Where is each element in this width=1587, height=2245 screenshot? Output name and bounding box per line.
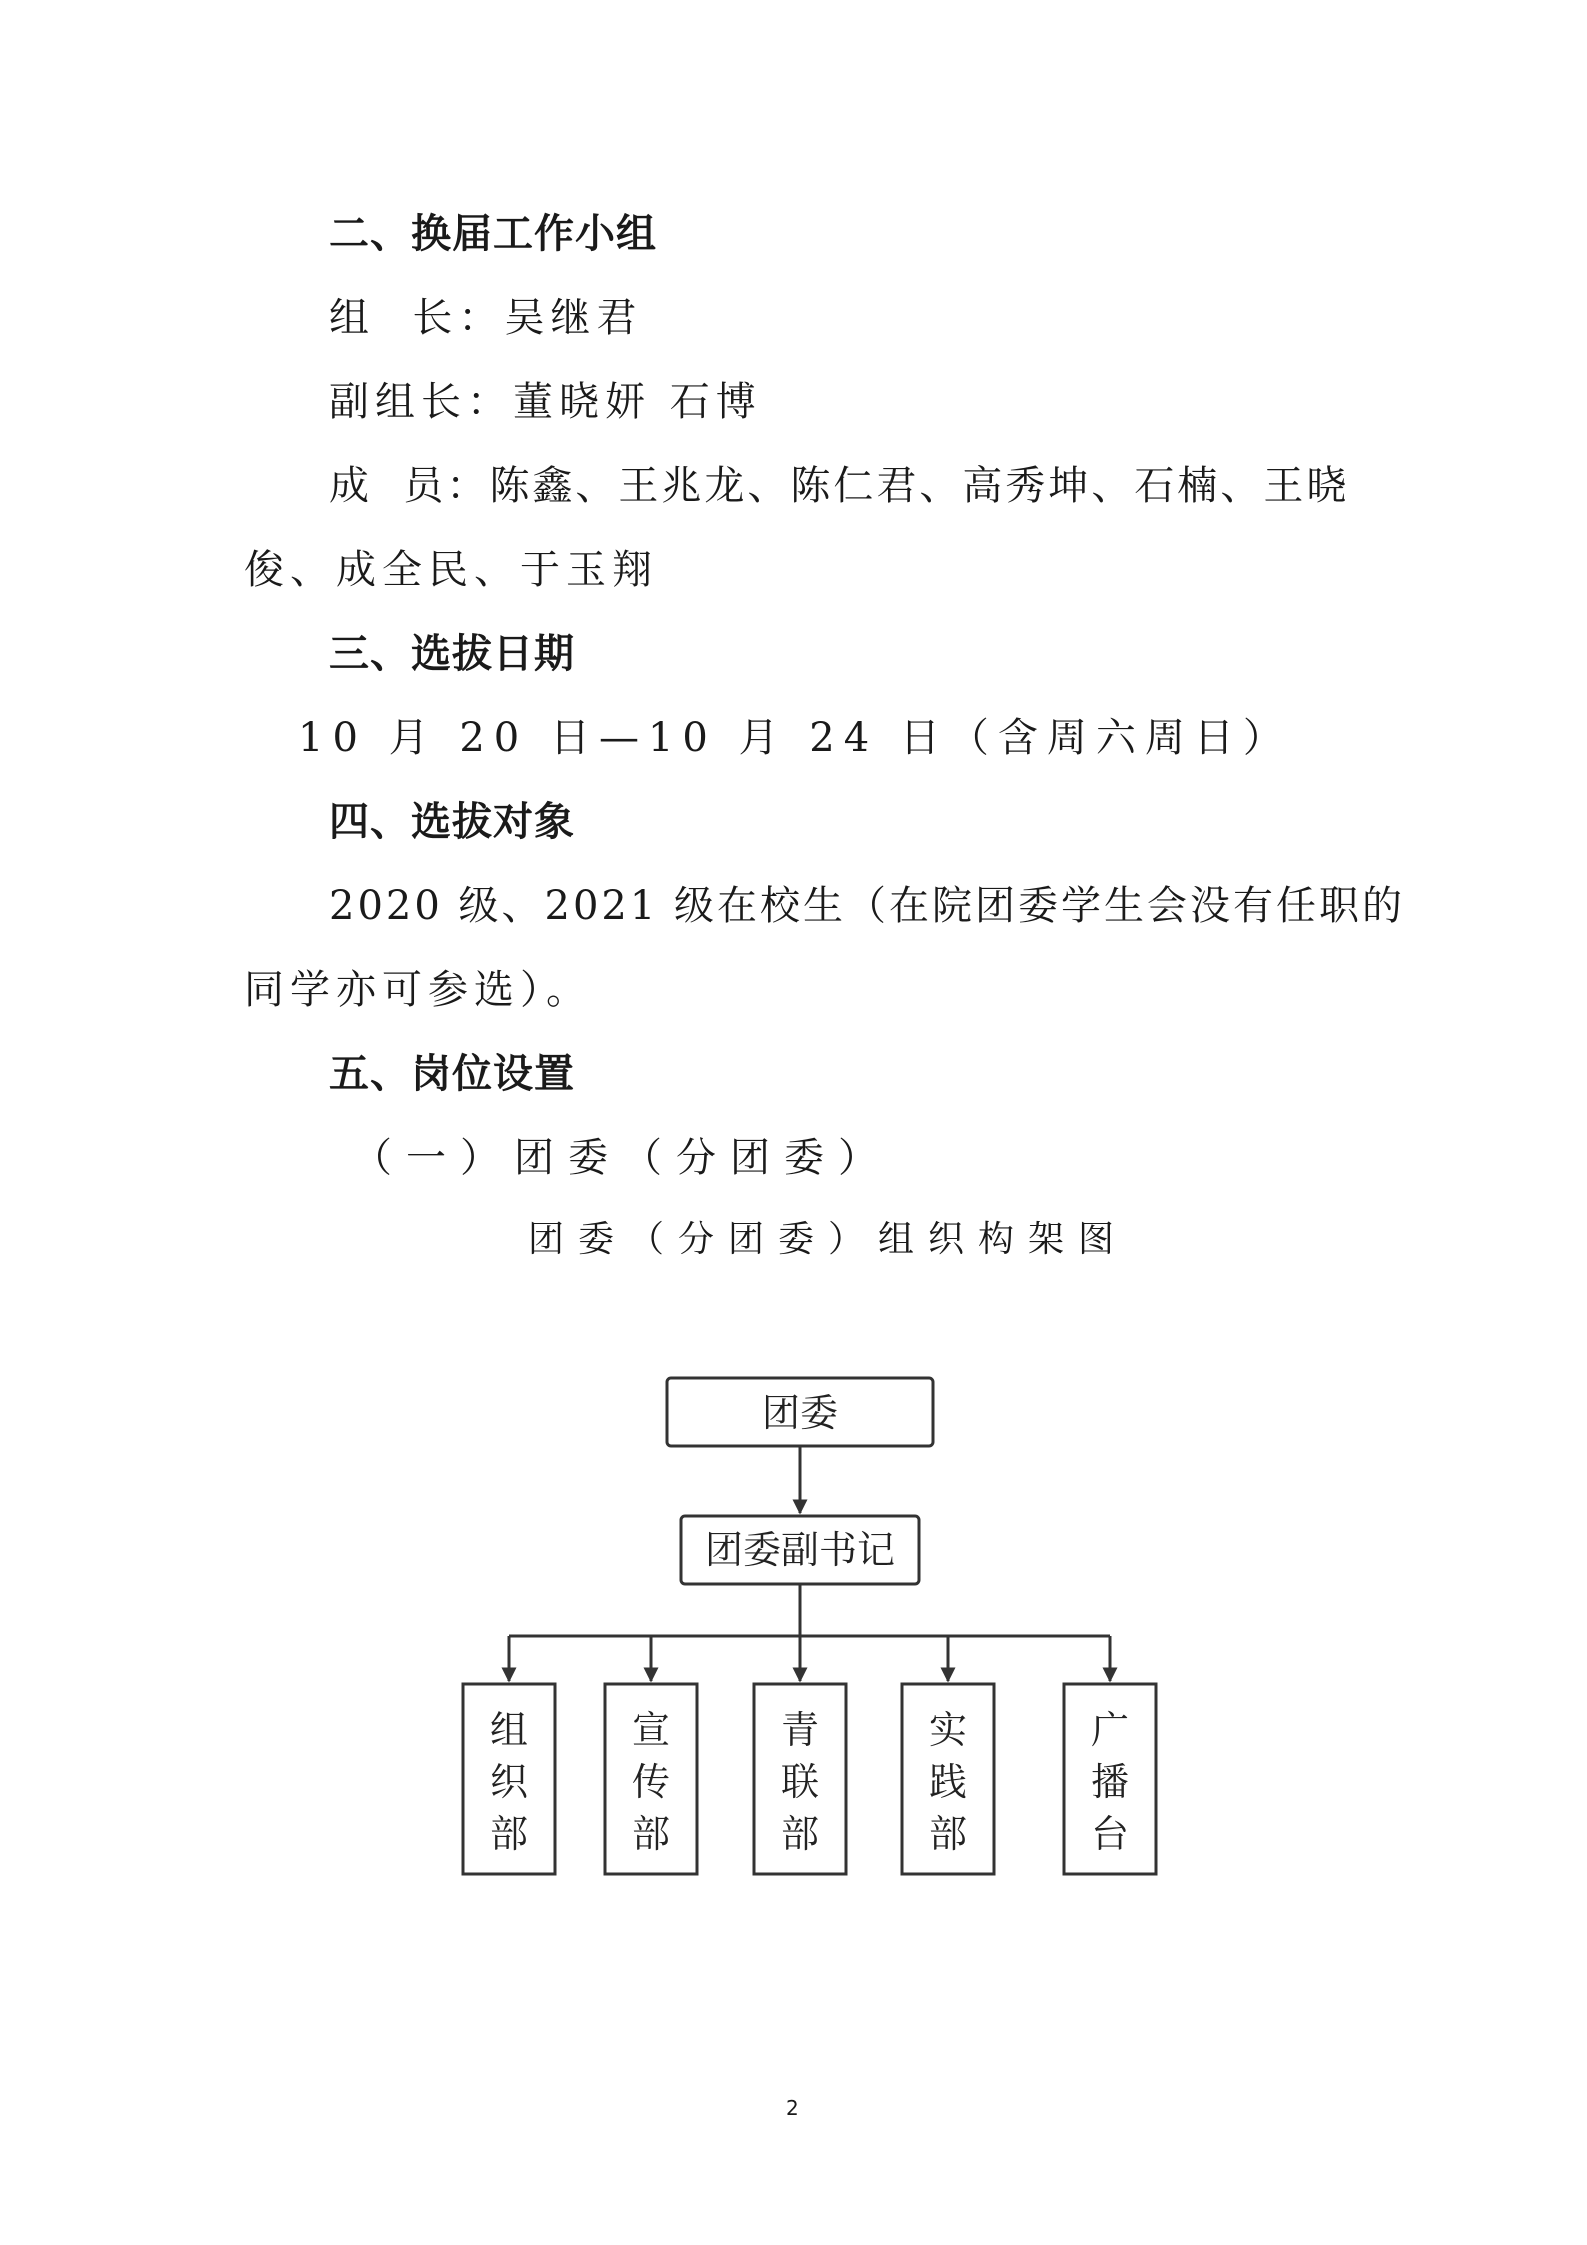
date-heading: 三、选拔日期 [329, 631, 575, 677]
org-node-root-label: 团委 [761, 1391, 839, 1435]
sub-heading: （一）团委（分团委） [352, 1135, 892, 1181]
org-dept-broadcast-label: 广播台 [1090, 1708, 1130, 1856]
org-node-deputy-secretary [681, 1516, 919, 1584]
org-dept-broadcast [1064, 1684, 1156, 1874]
team-heading: 二、换届工作小组 [329, 211, 657, 257]
date-range: 10 月 20 日—10 月 24 日（含周六周日） [298, 715, 1292, 761]
org-node-deputy-secretary-label: 团委副书记 [704, 1528, 896, 1572]
members-list: 陈鑫、王兆龙、陈仁君、高秀坤、石楠、王晓 [489, 463, 1350, 509]
org-dept-organization [463, 1684, 555, 1874]
org-dept-practice [902, 1684, 994, 1874]
leader-label: 组 长： [329, 295, 505, 341]
target-line-1: 2020 级、2021 级在校生（在院团委学生会没有任职的 [329, 883, 1406, 929]
target-line-2: 同学亦可参选）。 [244, 967, 592, 1013]
members-line-2: 俊、成全民、于玉翔 [244, 547, 658, 593]
org-dept-publicity [605, 1684, 697, 1874]
org-dept-publicity-label: 宣传部 [631, 1708, 671, 1856]
org-dept-youth-league [754, 1684, 846, 1874]
positions-heading: 五、岗位设置 [329, 1051, 575, 1097]
chart-caption: 团委（分团委）组织构架图 [528, 1219, 1129, 1260]
deputy-label: 副组长： [329, 379, 513, 425]
deputy-names: 董晓妍 石博 [513, 379, 762, 425]
members-label: 成 员： [329, 463, 490, 509]
target-heading: 四、选拔对象 [329, 799, 575, 845]
leader-name: 吴继君 [504, 295, 643, 341]
page-number: 2 [786, 2096, 799, 2120]
org-dept-youth-league-label: 青联部 [780, 1708, 820, 1856]
org-node-root [667, 1378, 933, 1446]
org-dept-organization-label: 组织部 [489, 1708, 529, 1856]
org-dept-practice-label: 实践部 [928, 1708, 968, 1856]
